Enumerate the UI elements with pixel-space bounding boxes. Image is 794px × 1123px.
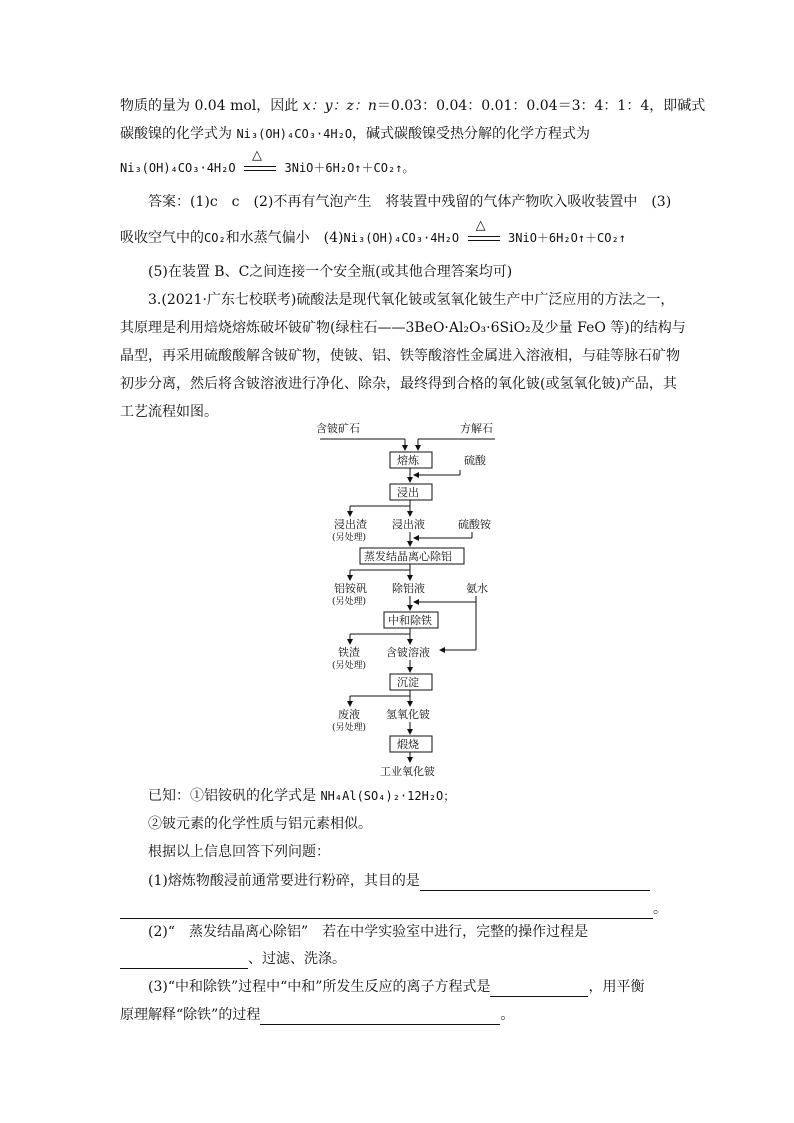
question-line bbox=[120, 948, 346, 969]
ratio-vars: x：y：z：n bbox=[302, 98, 377, 114]
text-line bbox=[120, 124, 590, 144]
question-line bbox=[120, 898, 667, 919]
text-segment: 物质的量为 0.04 mol，因此 bbox=[120, 98, 303, 114]
node-precipitate: 沉淀 bbox=[397, 676, 419, 689]
node-beoh2: 氢氧化铍 bbox=[386, 708, 430, 721]
text-segment: 和水蒸气偏小 (4) bbox=[225, 230, 344, 246]
node-iron-residue: 铁渣 bbox=[338, 646, 360, 659]
equation-line bbox=[120, 148, 415, 178]
node-calcine: 煅烧 bbox=[397, 738, 419, 751]
text-segment: 已知：①铝铵矾的化学式是 bbox=[148, 788, 321, 804]
heat-equals-sign bbox=[244, 148, 276, 176]
answer-line: 答案：(1)c c (2)不再有气泡产生 将装置中残留的气体产物吹入吸收装置中 (3) bbox=[148, 194, 672, 210]
text-segment: ＝0.03：0.04：0.01：0.04＝3：4：1：4，即碱式 bbox=[376, 98, 706, 114]
equation-lhs: Ni₃(OH)₄CO₃·4H₂O bbox=[343, 231, 460, 245]
node-other-treatment: (另处理) bbox=[332, 597, 367, 607]
node-product: 工业氧化铍 bbox=[380, 765, 435, 778]
answer-line: (5)在装置 B、C之间连接一个安全瓶(或其他合理答案均可) bbox=[148, 264, 513, 280]
node-leach-residue: 浸出渣 bbox=[334, 518, 367, 531]
answer-line bbox=[120, 218, 626, 248]
question-line bbox=[120, 1004, 514, 1025]
chemical-formula: NH₄Al(SO₄)₂·12H₂O； bbox=[320, 789, 456, 803]
eq-bar bbox=[244, 166, 276, 167]
answer-blank[interactable] bbox=[420, 870, 650, 891]
question-line: 工艺流程如图。 bbox=[120, 404, 218, 420]
known-line: ②铍元素的化学性质与铝元素相似。 bbox=[148, 816, 372, 832]
text-segment: 原理解释“除铁”的过程 bbox=[120, 1007, 261, 1023]
question-line: 晶型，再采用硫酸酸解含铍矿物，使铍、铝、铁等酸溶性金属进入溶液相，与硅等脉石矿物 bbox=[120, 348, 680, 364]
text-segment: 。 bbox=[500, 1007, 515, 1023]
question-line bbox=[148, 976, 644, 997]
node-other-treatment: (另处理) bbox=[332, 723, 367, 733]
node-smelting: 熔炼 bbox=[397, 454, 419, 467]
text-segment: ，用平衡 bbox=[588, 979, 645, 995]
node-ammonia: 氨水 bbox=[466, 582, 488, 595]
text-line bbox=[120, 96, 705, 116]
node-ore: 含铍矿石 bbox=[316, 422, 360, 435]
node-al-removed: 除铝液 bbox=[392, 582, 425, 595]
question-1-text: (1)熔炼物酸浸前通常要进行粉碎，其目的是 bbox=[148, 873, 420, 889]
node-leaching: 浸出 bbox=[397, 486, 419, 499]
heat-symbol: △ bbox=[475, 218, 486, 233]
eq-bar bbox=[244, 170, 276, 171]
node-evap: 蒸发结晶离心除铝 bbox=[364, 550, 452, 563]
question-line: 其原理是利用焙烧熔炼破坏铍矿物(绿柱石——3BeO·Al₂O₃·6SiO₂及少量 FeO 等)的结构与 bbox=[120, 320, 686, 336]
eq-bar bbox=[468, 236, 500, 237]
node-alum: 铝铵矾 bbox=[334, 582, 367, 595]
heat-symbol: △ bbox=[252, 148, 263, 163]
answer-blank[interactable] bbox=[120, 948, 248, 969]
equation-rhs: 3NiO＋6H₂O↑＋CO₂↑ bbox=[508, 231, 626, 245]
answer-blank[interactable] bbox=[490, 976, 588, 997]
text-segment: 、过滤、洗涤。 bbox=[248, 951, 346, 967]
question-line bbox=[148, 870, 650, 891]
heat-equals-sign bbox=[468, 218, 500, 246]
node-waste: 废液 bbox=[338, 708, 360, 721]
node-ammonium-sulfate: 硫酸铵 bbox=[458, 518, 491, 531]
chemical-formula: Ni₃(OH)₄CO₃·4H₂O bbox=[236, 127, 353, 141]
text-segment: 碳酸镍的化学式为 bbox=[120, 126, 237, 142]
known-line: 根据以上信息回答下列问题： bbox=[148, 844, 330, 860]
text-segment: 。 bbox=[653, 901, 667, 917]
node-neutralize: 中和除铁 bbox=[388, 614, 432, 627]
equation-rhs: 3NiO＋6H₂O↑＋CO₂↑。 bbox=[284, 161, 415, 175]
question-3-text: (3)“中和除铁”过程中“中和”所发生反应的离子方程式是 bbox=[148, 979, 491, 995]
chemical-formula: CO₂ bbox=[204, 231, 226, 245]
node-sulfuric-acid: 硫酸 bbox=[464, 454, 486, 467]
answer-blank[interactable] bbox=[260, 1004, 500, 1025]
node-fluorite: 方解石 bbox=[460, 422, 493, 435]
answer-blank[interactable] bbox=[120, 898, 653, 919]
node-other-treatment: (另处理) bbox=[332, 533, 367, 543]
process-flowchart bbox=[300, 420, 500, 780]
text-segment: ，碱式碳酸镍受热分解的化学方程式为 bbox=[352, 126, 591, 142]
node-other-treatment: (另处理) bbox=[332, 661, 367, 671]
node-be-solution: 含铍溶液 bbox=[386, 646, 430, 659]
known-line bbox=[148, 786, 455, 806]
eq-bar bbox=[468, 240, 500, 241]
text-segment: 吸收空气中的 bbox=[120, 230, 204, 246]
question-line: 3.(2021·广东七校联考)硫酸法是现代氧化铍或氢氧化铍生产中广泛应用的方法之一， bbox=[148, 292, 675, 308]
question-2-text: (2)“ 蒸发结晶离心除铝” 若在中学实验室中进行，完整的操作过程是 bbox=[148, 924, 589, 940]
node-leach-solution: 浸出液 bbox=[392, 518, 425, 531]
equation-lhs: Ni₃(OH)₄CO₃·4H₂O bbox=[120, 161, 236, 175]
question-line: 初步分离，然后将含铍溶液进行净化、除杂，最终得到合格的氧化铍(或氢氧化铍)产品，其 bbox=[120, 376, 677, 392]
